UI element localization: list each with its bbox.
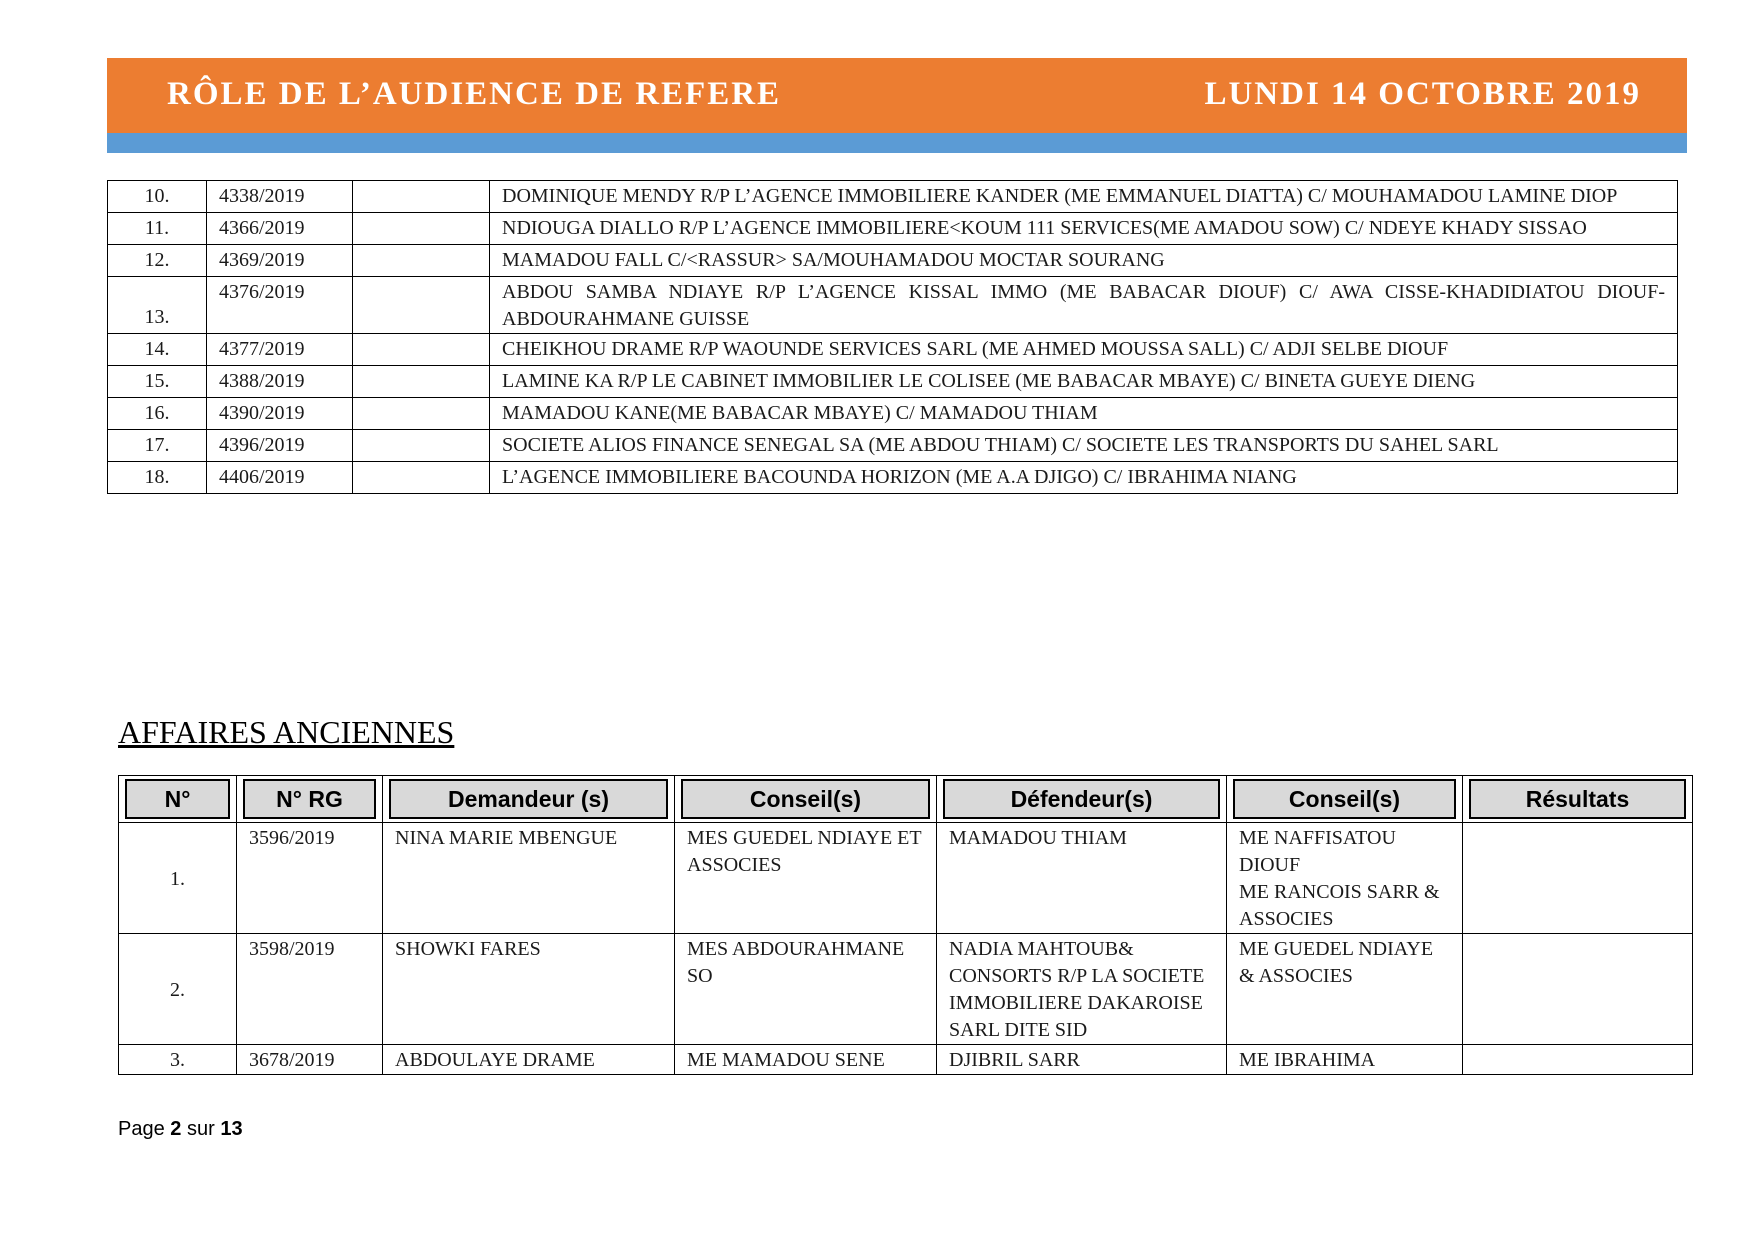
header-cell-rg — [237, 776, 383, 823]
header-num: N° — [125, 779, 230, 819]
case-number: 2. — [119, 934, 237, 1045]
header-cell-conseil-demandeur — [675, 776, 937, 823]
case-number: 3. — [119, 1045, 237, 1075]
case-description: NDIOUGA DIALLO R/P L’AGENCE IMMOBILIERE<KOUM 111 SERVICES(ME AMADOU SOW) C/ NDEYE KHADY SISSAO — [490, 213, 1678, 245]
header-conseil-defendeur: Conseil(s) — [1233, 779, 1456, 819]
case-resultats — [1463, 1045, 1693, 1075]
case-description: MAMADOU KANE(ME BABACAR MBAYE) C/ MAMADOU THIAM — [490, 398, 1678, 430]
table-row — [119, 934, 1693, 1045]
case-rg: 4369/2019 — [207, 245, 353, 277]
case-resultats — [1463, 823, 1693, 934]
case-conseil-demandeur: MES GUEDEL NDIAYE ET ASSOCIES — [675, 823, 937, 934]
case-number: 11. — [108, 213, 207, 245]
case-empty-cell — [353, 462, 490, 494]
case-defendeur: MAMADOU THIAM — [937, 823, 1227, 934]
document-title: RÔLE DE L’AUDIENCE DE REFERE — [167, 76, 782, 112]
case-number: 17. — [108, 430, 207, 462]
table-row — [108, 430, 1678, 462]
case-rg: 4388/2019 — [207, 366, 353, 398]
case-rg: 4366/2019 — [207, 213, 353, 245]
case-resultats — [1463, 934, 1693, 1045]
case-number: 13. — [108, 277, 207, 334]
conseil-defendeur-line: ME NAFFISATOU DIOUF — [1239, 827, 1396, 876]
case-description: L’AGENCE IMMOBILIERE BACOUNDA HORIZON (ME A.A DJIGO) C/ IBRAHIMA NIANG — [490, 462, 1678, 494]
case-rg: 4390/2019 — [207, 398, 353, 430]
hearing-date: LUNDI 14 OCTOBRE 2019 — [1204, 76, 1641, 112]
case-rg: 4396/2019 — [207, 430, 353, 462]
case-description: MAMADOU FALL C/<RASSUR> SA/MOUHAMADOU MOCTAR SOURANG — [490, 245, 1678, 277]
header-cell-demandeur — [383, 776, 675, 823]
table-row — [108, 334, 1678, 366]
page-total: 13 — [220, 1118, 243, 1140]
case-description: CHEIKHOU DRAME R/P WAOUNDE SERVICES SARL (ME AHMED MOUSSA SALL) C/ ADJI SELBE DIOUF — [490, 334, 1678, 366]
case-conseil-defendeur — [1227, 823, 1463, 934]
table-row — [108, 277, 1678, 334]
case-number: 18. — [108, 462, 207, 494]
header-cell-defendeur — [937, 776, 1227, 823]
case-rg: 3596/2019 — [237, 823, 383, 934]
table-row — [108, 366, 1678, 398]
table-row — [119, 1045, 1693, 1075]
page-label: Page — [118, 1118, 165, 1140]
table-row — [108, 213, 1678, 245]
header-conseil-demandeur: Conseil(s) — [681, 779, 930, 819]
case-rg: 4406/2019 — [207, 462, 353, 494]
continued-cases-table — [107, 180, 1678, 494]
old-cases-table — [118, 775, 1693, 1075]
case-number: 12. — [108, 245, 207, 277]
header-cell-num — [119, 776, 237, 823]
case-number: 14. — [108, 334, 207, 366]
table-row — [119, 823, 1693, 934]
case-empty-cell — [353, 245, 490, 277]
case-empty-cell — [353, 213, 490, 245]
case-conseil-defendeur — [1227, 934, 1463, 1045]
case-demandeur: ABDOULAYE DRAME — [383, 1045, 675, 1075]
case-number: 15. — [108, 366, 207, 398]
header-stripe — [107, 133, 1687, 153]
case-description: DOMINIQUE MENDY R/P L’AGENCE IMMOBILIERE KANDER (ME EMMANUEL DIATTA) C/ MOUHAMADOU LAMINE DIOP — [490, 181, 1678, 213]
case-rg: 3598/2019 — [237, 934, 383, 1045]
case-number: 1. — [119, 823, 237, 934]
case-description: LAMINE KA R/P LE CABINET IMMOBILIER LE COLISEE (ME BABACAR MBAYE) C/ BINETA GUEYE DIENG — [490, 366, 1678, 398]
case-number: 16. — [108, 398, 207, 430]
case-empty-cell — [353, 398, 490, 430]
case-demandeur: NINA MARIE MBENGUE — [383, 823, 675, 934]
header-demandeur: Demandeur (s) — [389, 779, 668, 819]
case-description: SOCIETE ALIOS FINANCE SENEGAL SA (ME ABDOU THIAM) C/ SOCIETE LES TRANSPORTS DU SAHEL SARL — [490, 430, 1678, 462]
case-defendeur: DJIBRIL SARR — [937, 1045, 1227, 1075]
conseil-defendeur-line: ME RANCOIS SARR & ASSOCIES — [1239, 881, 1440, 930]
case-conseil-demandeur: MES ABDOURAHMANE SO — [675, 934, 937, 1045]
case-empty-cell — [353, 430, 490, 462]
case-defendeur: NADIA MAHTOUB& CONSORTS R/P LA SOCIETE IMMOBILIERE DAKAROISE SARL DITE SID — [937, 934, 1227, 1045]
header-defendeur: Défendeur(s) — [943, 779, 1220, 819]
table-row — [108, 245, 1678, 277]
case-rg: 4377/2019 — [207, 334, 353, 366]
header-cell-resultats — [1463, 776, 1693, 823]
table-row — [108, 462, 1678, 494]
case-demandeur: SHOWKI FARES — [383, 934, 675, 1045]
case-rg: 3678/2019 — [237, 1045, 383, 1075]
section-title-affaires-anciennes: AFFAIRES ANCIENNES — [118, 714, 455, 750]
case-description: ABDOU SAMBA NDIAYE R/P L’AGENCE KISSAL IMMO (ME BABACAR DIOUF) C/ AWA CISSE-KHADIDIATOU DIOUF-ABDOURAHMANE GUISSE — [490, 277, 1678, 334]
case-empty-cell — [353, 366, 490, 398]
case-rg: 4338/2019 — [207, 181, 353, 213]
table-header-row — [119, 776, 1693, 823]
case-rg: 4376/2019 — [207, 277, 353, 334]
case-conseil-defendeur — [1227, 1045, 1463, 1075]
case-empty-cell — [353, 181, 490, 213]
table-row — [108, 398, 1678, 430]
table-row — [108, 181, 1678, 213]
header-rg: N° RG — [243, 779, 376, 819]
conseil-defendeur-line: ME IBRAHIMA — [1239, 1049, 1376, 1071]
page-number: 2 — [170, 1118, 182, 1140]
case-number: 10. — [108, 181, 207, 213]
case-empty-cell — [353, 277, 490, 334]
page-separator: sur — [186, 1118, 215, 1140]
case-empty-cell — [353, 334, 490, 366]
case-conseil-demandeur: ME MAMADOU SENE — [675, 1045, 937, 1075]
header-banner — [107, 58, 1687, 133]
header-resultats: Résultats — [1469, 779, 1686, 819]
header-cell-conseil-defendeur — [1227, 776, 1463, 823]
conseil-defendeur-line: ME GUEDEL NDIAYE & ASSOCIES — [1239, 938, 1434, 987]
page-footer — [118, 1118, 243, 1141]
